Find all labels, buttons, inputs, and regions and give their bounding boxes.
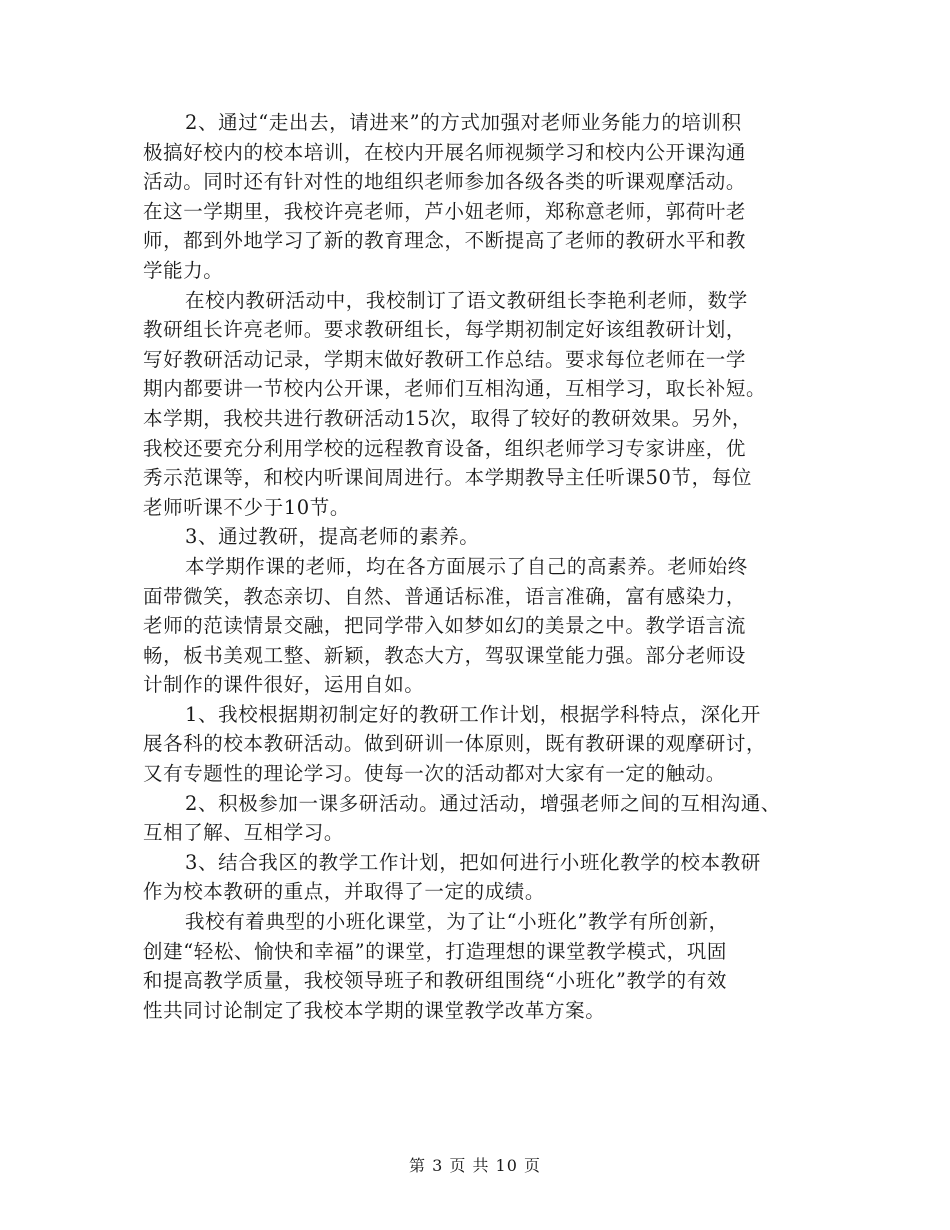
text-line: 性共同讨论制定了我校本学期的课堂教学改革方案。 [143,998,606,1022]
text-line: 计制作的课件很好，运用自如。 [143,673,425,697]
text-line: 作为校本教研的重点，并取得了一定的成绩。 [143,880,546,904]
text-line: 3、结合我区的教学工作计划，把如何进行小班化教学的校本教研 [185,850,761,874]
text-line: 面带微笑，教态亲切、自然、普通话标准，语言准确，富有感染力， [143,584,747,608]
text-line: 又有专题性的理论学习。使每一次的活动都对大家有一定的触动。 [143,762,726,786]
text-line: 本学期，我校共进行教研活动15次，取得了较好的教研效果。另外， [143,406,752,430]
text-line: 写好教研活动记录，学期末做好教研工作总结。要求每位老师在一学 [143,347,747,371]
text-line: 2、积极参加一课多研活动。通过活动，增强老师之间的互相沟通、 [185,791,781,815]
text-line: 互相了解、互相学习。 [143,821,345,845]
text-line: 畅，板书美观工整、新颖，教态大方，驾驭课堂能力强。部分老师设 [143,643,747,667]
text-line: 展各科的校本教研活动。做到研训一体原则，既有教研课的观摩研讨， [143,732,767,756]
text-line: 极搞好校内的校本培训，在校内开展名师视频学习和校内公开课沟通 [143,140,747,164]
page-number-footer: 第 3 页 共 10 页 [409,1156,541,1175]
text-line: 3、通过教研，提高老师的素养。 [185,525,480,549]
text-line: 师，都到外地学习了新的教育理念，不断提高了老师的教研水平和教 [143,229,747,253]
text-line: 和提高教学质量，我校领导班子和教研组围绕“小班化”教学的有效 [143,969,727,993]
text-line: 2、通过“走出去，请进来”的方式加强对老师业务能力的培训积 [185,111,742,134]
text-line: 我校还要充分利用学校的远程教育设备，组织老师学习专家讲座，优 [143,436,747,460]
text-line: 我校有着典型的小班化课堂，为了让“小班化”教学有所创新， [185,910,729,934]
document-body [143,108,823,1025]
text-line: 本学期作课的老师，均在各方面展示了自己的高素养。老师始终 [185,554,748,578]
text-line: 期内都要讲一节校内公开课，老师们互相沟通，互相学习，取长补短。 [143,377,767,401]
text-line: 创建“轻松、愉快和幸福”的课堂，打造理想的课堂教学模式，巩固 [143,939,727,963]
text-line: 在这一学期里，我校许亮老师，芦小妞老师，郑称意老师，郭荷叶老 [143,199,747,223]
text-line: 学能力。 [143,258,224,282]
text-line: 老师的范读情景交融，把同学带入如梦如幻的美景之中。教学语言流 [143,614,747,638]
text-line: 活动。同时还有针对性的地组织老师参加各级各类的听课观摩活动。 [143,170,747,194]
text-line: 在校内教研活动中，我校制订了语文教研组长李艳利老师，数学 [185,288,748,312]
text-line: 老师听课不少于10节。 [143,495,350,519]
text-line: 秀示范课等，和校内听课间周进行。本学期教导主任听课50节，每位 [143,466,752,490]
text-line: 教研组长许亮老师。要求教研组长，每学期初制定好该组教研计划， [143,318,747,342]
text-line: 1、我校根据期初制定好的教研工作计划，根据学科特点，深化开 [185,702,761,726]
